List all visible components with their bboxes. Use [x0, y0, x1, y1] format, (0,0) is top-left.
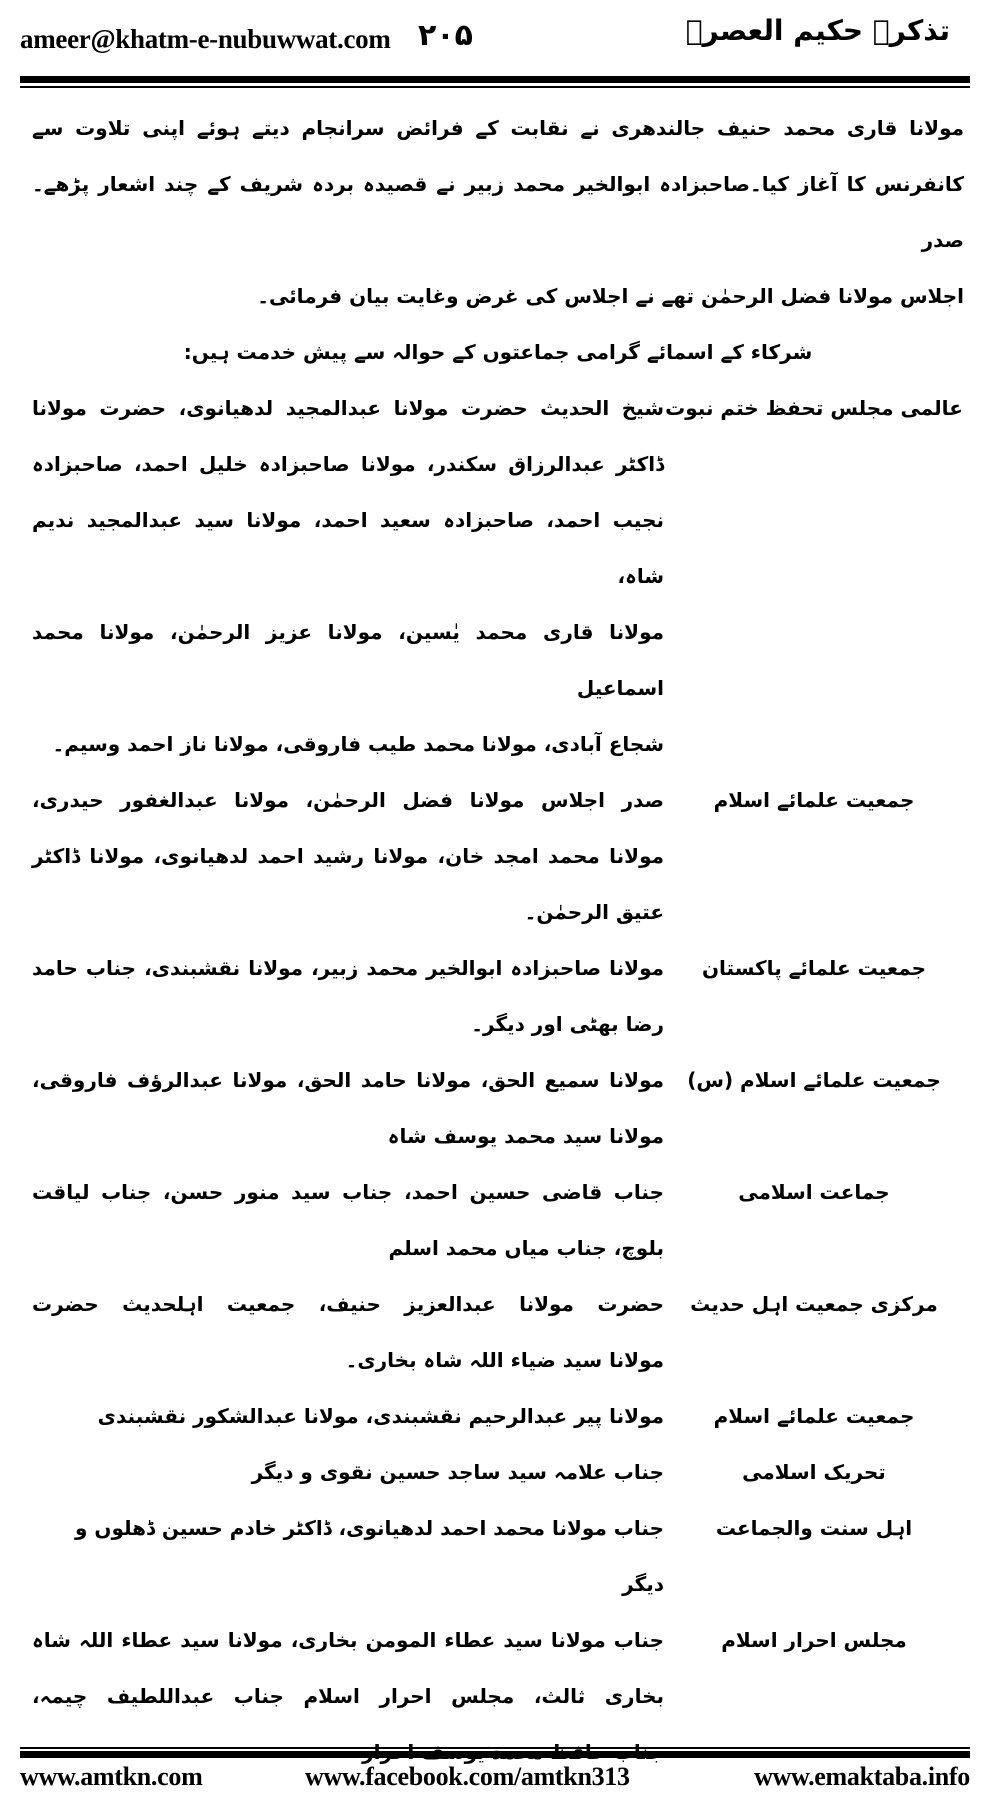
- member-line: ڈاکٹر عبدالرزاق سکندر، مولانا صاحبزادہ خلیل احمد، صاحبزادہ: [32, 452, 664, 476]
- group-name: جماعت اسلامی: [738, 1180, 890, 1204]
- member-line: جناب قاضی حسین احمد، جناب سید منور حسن، جناب لیاقت: [32, 1180, 664, 1204]
- participant-group: [32, 380, 964, 772]
- member-line: بخاری ثالث، مجلس احرار اسلام جناب عبداللطیف چیمہ،: [32, 1684, 664, 1708]
- member-line: عتیق الرحمٰن۔: [524, 900, 664, 924]
- member-line: بلوچ، جناب میاں محمد اسلم: [388, 1236, 664, 1260]
- group-members: [32, 1444, 664, 1500]
- group-name: عالمی مجلس تحفظ ختم نبوت: [665, 396, 963, 420]
- footer-link-facebook[interactable]: www.facebook.com/amtkn313: [305, 1762, 630, 1791]
- member-line: مولانا صاحبزادہ ابوالخیر محمد زبیر، مولانا نقشبندی، جناب حامد: [32, 956, 664, 980]
- member-line: جناب مولانا محمد احمد لدھیانوی، ڈاکٹر خادم حسین ڈھلوں و دیگر: [74, 1516, 664, 1596]
- group-members: [32, 1500, 664, 1612]
- member-line: صدر اجلاس مولانا فضل الرحمٰن، مولانا عبدالغفور حیدری،: [32, 788, 664, 812]
- participant-group: [32, 1052, 964, 1164]
- member-line: مولانا سید محمد یوسف شاہ: [387, 1124, 664, 1148]
- book-title: تذکرہ حکیم العصرؒ: [685, 14, 950, 47]
- group-members: [32, 1164, 664, 1276]
- member-line: مولانا قاری محمد یٰسین، مولانا عزیز الرحمٰن، مولانا محمد اسماعیل: [32, 620, 664, 700]
- member-line: مولانا سید ضیاء اللہ شاہ بخاری۔: [345, 1348, 664, 1372]
- group-name: جمعیت علمائے اسلام: [713, 788, 915, 812]
- participant-group: [32, 772, 964, 940]
- participants-list: [32, 380, 964, 1780]
- group-members: [32, 772, 664, 940]
- footer-rule-thin: [20, 1747, 970, 1749]
- intro-paragraph: [32, 100, 964, 324]
- participant-group: [32, 1500, 964, 1612]
- member-line: رضا بھٹی اور دیگر۔: [471, 1012, 664, 1036]
- group-members: [32, 1052, 664, 1164]
- intro-line: اجلاس مولانا فضل الرحمٰن تھے نے اجلاس کی غرض وغایت بیان فرمائی۔: [257, 284, 964, 308]
- intro-line: کانفرنس کا آغاز کیا۔صاحبزادہ ابوالخیر محمد زبیر نے قصیدہ بردہ شریف کے چند اشعار پڑھے۔صدر: [32, 172, 964, 252]
- footer-rule-thick: [20, 1751, 970, 1758]
- page-body: [32, 100, 964, 1780]
- group-name: مرکزی جمعیت اہل حدیث: [690, 1292, 938, 1316]
- member-line: مولانا پیر عبدالرحیم نقشبندی، مولانا عبدالشکور نقشبندی: [97, 1404, 664, 1428]
- group-name: اہل سنت والجماعت: [715, 1516, 913, 1540]
- member-line: جناب علامہ سید ساجد حسین نقوی و دیگر: [251, 1460, 664, 1484]
- header-rule-thick: [20, 76, 970, 83]
- page-number: ۲۰۵: [418, 18, 473, 53]
- intro-line: مولانا قاری محمد حنیف جالندھری نے نقابت کے فرائض سرانجام دیتے ہوئے اپنی تلاوت سے: [32, 116, 964, 140]
- participants-heading: شرکاء کے اسمائے گرامی جماعتوں کے حوالہ سے پیش خدمت ہیں:: [183, 340, 813, 364]
- participant-group: [32, 1276, 964, 1388]
- member-line: شیخ الحدیث حضرت مولانا عبدالمجید لدھیانوی، حضرت مولانا: [32, 396, 664, 420]
- group-members: [32, 1276, 664, 1388]
- group-name: تحریک اسلامی: [742, 1460, 886, 1484]
- footer-link-amtkn[interactable]: www.amtkn.com: [20, 1762, 203, 1791]
- group-members: [32, 940, 664, 1052]
- participant-group: [32, 1164, 964, 1276]
- participant-group: [32, 940, 964, 1052]
- member-line: شجاع آبادی، مولانا محمد طیب فاروقی، مولانا ناز احمد وسیم۔: [52, 732, 664, 756]
- participant-group: [32, 1444, 964, 1500]
- group-members: [32, 380, 664, 772]
- header-email: ameer@khatm-e-nubuwwat.com: [20, 24, 391, 54]
- participant-group: [32, 1388, 964, 1444]
- member-line: مولانا محمد امجد خان، مولانا رشید احمد لدھیانوی، مولانا ڈاکٹر: [32, 844, 664, 868]
- member-line: مولانا سمیع الحق، مولانا حامد الحق، مولانا عبدالرؤف فاروقی،: [32, 1068, 664, 1092]
- group-name: جمعیت علمائے اسلام: [713, 1404, 915, 1428]
- footer-link-emaktaba[interactable]: www.emaktaba.info: [754, 1762, 970, 1791]
- group-members: [32, 1388, 664, 1444]
- member-line: حضرت مولانا عبدالعزیز حنیف، جمعیت اہلحدیث حضرت: [32, 1292, 664, 1316]
- group-name: مجلس احرار اسلام: [721, 1628, 907, 1652]
- group-name: جمعیت علمائے پاکستان: [701, 956, 927, 980]
- group-name: جمعیت علمائے اسلام (س): [687, 1068, 941, 1092]
- header-rule-thin: [20, 86, 970, 88]
- member-line: نجیب احمد، صاحبزادہ سعید احمد، مولانا سید عبدالمجید ندیم شاہ،: [32, 508, 664, 588]
- member-line: جناب مولانا سید عطاء المومن بخاری، مولانا سید عطاء اللہ شاہ: [32, 1628, 664, 1652]
